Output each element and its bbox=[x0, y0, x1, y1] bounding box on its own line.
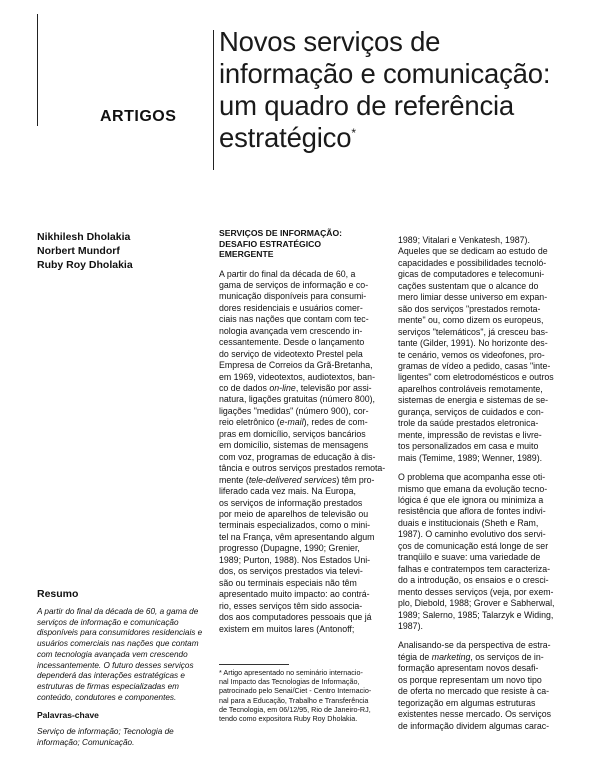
text-line: patrocinado pelo Senai/Ciet - Centro Internacio- bbox=[219, 686, 372, 696]
text-line: do serviço de videotexto Prestel pela bbox=[219, 348, 363, 359]
text-line: tel na França, vêm apresentando algum bbox=[219, 531, 375, 542]
footnote-rule bbox=[219, 664, 289, 665]
text-line: tante (Gilder, 1991). No horizonte des- bbox=[398, 338, 548, 349]
text-line: dos, os serviços prestados via televi- bbox=[219, 566, 363, 577]
text-line: ligações "medidas" (número 900), cor- bbox=[219, 405, 369, 416]
text-line: de informação dividem algumas carac- bbox=[398, 720, 550, 731]
title-line: informação e comunicação: bbox=[219, 58, 551, 89]
text-line: rio, esses serviços têm sido associa- bbox=[219, 600, 363, 611]
text-line: ligentes" com eletrodomésticos e outros bbox=[398, 372, 554, 383]
text-line: cações sustentam que o alcance do bbox=[398, 280, 539, 291]
text-line: trole da saúde prestados eletronica- bbox=[398, 418, 539, 429]
text-line: 1987). O caminho evolutivo dos servi- bbox=[398, 529, 546, 540]
body-paragraph bbox=[398, 235, 562, 464]
text-line: com voz, programas de educação à dis- bbox=[219, 451, 376, 462]
title-rule bbox=[213, 30, 214, 170]
text-line: existentes nesse mercado. Os serviços bbox=[398, 709, 552, 720]
text-line: mero limiar desse universo em expan- bbox=[398, 292, 548, 303]
text-line: A partir do final da década de 60, a gama de bbox=[37, 607, 199, 616]
text-line: serviços de informação e comunicação bbox=[37, 617, 179, 627]
text-line: gicas de computadores e telecomuni- bbox=[398, 269, 545, 280]
text-line: 1989; Vitalari e Venkatesh, 1987). bbox=[398, 235, 530, 245]
text-line: capacidades e possibilidades tecnoló- bbox=[398, 257, 547, 268]
text-line: formação apresentam novos desafi- bbox=[398, 663, 539, 674]
text-line: tégia de marketing, os serviços de in- bbox=[398, 651, 544, 662]
text-line: dores residenciais e usuários comer- bbox=[219, 302, 363, 313]
text-line: incessantemente. O futuro desses serviços bbox=[37, 660, 194, 670]
title-line: um quadro de referência bbox=[219, 90, 515, 121]
text-line: co de dados on-line, televisão por assi- bbox=[219, 383, 372, 394]
middle-column bbox=[219, 228, 386, 635]
text-line: Aqueles que se dedicam ao estudo de bbox=[398, 246, 548, 257]
keywords-heading: Palavras-chave bbox=[37, 710, 99, 721]
author-name: Norbert Mundorf bbox=[37, 245, 120, 257]
text-line: te cenário, vemos os videofones, pro- bbox=[398, 349, 545, 360]
text-line: gama de serviços de informação e co- bbox=[219, 279, 369, 290]
text-line: ciais nas nações que contam com tec- bbox=[219, 314, 369, 325]
text-line: municação disponíveis para consumi- bbox=[219, 291, 367, 302]
body-paragraph bbox=[219, 268, 386, 636]
text-line: 1989; Salerno, 1985; Talarzyk e Widing, bbox=[398, 609, 554, 620]
text-line: Serviço de informação; Tecnologia de bbox=[37, 727, 174, 737]
text-line: de Tecnologia, em 06/12/95, Rio de Janeiro-RJ, bbox=[219, 704, 371, 714]
abstract-heading: Resumo bbox=[37, 588, 79, 600]
text-line: Analisando-se da perspectiva de estra- bbox=[398, 640, 551, 651]
footnote bbox=[219, 668, 379, 723]
abstract-text bbox=[37, 607, 203, 703]
text-line: falhas e contratempos tem caracteriza- bbox=[398, 563, 551, 574]
text-line: por meio de aparelhos de televisão ou bbox=[219, 509, 369, 520]
text-line: O problema que acompanha esse oti- bbox=[398, 472, 546, 483]
text-line: gurança, serviços de cuidados e con- bbox=[398, 406, 544, 417]
article-title bbox=[219, 26, 589, 154]
text-line: são ou terminais especiais não têm bbox=[219, 577, 357, 588]
section-heading bbox=[219, 228, 376, 260]
text-line: são dos serviços "prestados remota- bbox=[398, 303, 541, 314]
right-column bbox=[398, 235, 562, 732]
text-line: os porque representam um novo tipo bbox=[398, 674, 542, 685]
text-line: nal para a Educação, Trabalho e Transferência bbox=[219, 695, 369, 705]
text-line: disponíveis para consumidores residenciais e bbox=[37, 628, 203, 638]
text-line: tranqüilo e suave: uma variedade de bbox=[398, 552, 541, 563]
text-line: dependerá das interações estratégicas e bbox=[37, 671, 185, 681]
text-line: conteúdo, condutores e componentes. bbox=[37, 692, 177, 702]
author-list bbox=[37, 230, 133, 272]
abstract bbox=[37, 588, 203, 749]
text-line: DESAFIO ESTRATÉGICO bbox=[219, 238, 322, 249]
text-line: EMERGENTE bbox=[219, 249, 274, 259]
text-line: gramas de vídeo a pedido, casas "inte- bbox=[398, 360, 551, 371]
text-line: aparelhos controláveis remotamente, bbox=[398, 383, 543, 394]
author-name: Ruby Roy Dholakia bbox=[37, 259, 133, 271]
text-line: SERVIÇOS DE INFORMAÇÃO: bbox=[219, 228, 343, 238]
text-line: nologia avançada vem crescendo in- bbox=[219, 325, 363, 336]
text-line: A partir do final da década de 60, a bbox=[219, 268, 356, 279]
text-line: reio eletrônico (e-mail), redes de com- bbox=[219, 417, 368, 428]
text-line: resistência que aflora de fontes indivi- bbox=[398, 506, 546, 517]
text-line: estruturas de firmas especializadas em bbox=[37, 681, 179, 691]
text-line: plo, Diebold, 1988; Grover e Sabherwal, bbox=[398, 598, 555, 609]
text-line: existem em muitos lares (Antonoff; bbox=[219, 623, 355, 634]
text-line: duais e institucionais (Sheth e Ram, bbox=[398, 517, 539, 528]
text-line: terminais especializados, como o mini- bbox=[219, 520, 371, 531]
text-line: nal Impacto das Tecnologias de Informação, bbox=[219, 677, 360, 687]
author-name: Nikhilesh Dholakia bbox=[37, 231, 131, 243]
text-line: tegorização em algumas estruturas bbox=[398, 697, 536, 708]
text-line: lógica é que ele ignora ou minimiza a bbox=[398, 494, 544, 505]
text-line: tendo como expositora Ruby Roy Dholakia. bbox=[219, 714, 358, 724]
text-line: ços de comunicação está longe de ser bbox=[398, 540, 549, 551]
keywords-text bbox=[37, 727, 197, 748]
text-line: dos aos computadores pessoais que já bbox=[219, 612, 372, 623]
text-line: com tecnologia avançada vem crescendo bbox=[37, 649, 188, 659]
text-line: do a introdução, os ensaios e o cresci- bbox=[398, 575, 549, 586]
text-line: mento desses serviços (veja, por exem- bbox=[398, 586, 554, 597]
text-line: Empresa de Correios da Grã-Bretanha, bbox=[219, 360, 373, 371]
text-line: em 1969, videotextos, audiotextos, ban- bbox=[219, 371, 375, 382]
text-line: serviços "telemáticos", já cresceu bas- bbox=[398, 326, 548, 337]
section-label: ARTIGOS bbox=[100, 108, 177, 125]
left-margin-rule bbox=[37, 14, 38, 126]
text-line: sistemas de energia e sistemas de se- bbox=[398, 395, 549, 406]
text-line: progresso (Dupagne, 1990; Grenier, bbox=[219, 543, 360, 554]
title-line-text: estratégico bbox=[219, 122, 352, 153]
body-paragraph bbox=[398, 472, 562, 632]
title-line bbox=[219, 122, 589, 154]
text-line: liferado cada vez mais. Na Europa, bbox=[219, 486, 356, 497]
text-line: tos personalizados em casa e muito bbox=[398, 441, 539, 452]
text-line: mente, impressão de revistas e livre- bbox=[398, 429, 542, 440]
text-line: mismo que emana da evolução tecno- bbox=[398, 483, 548, 494]
text-line: tância e outros serviços prestados remota- bbox=[219, 463, 386, 474]
text-line: usuários comerciais nas nações que contam bbox=[37, 639, 199, 649]
title-line: Novos serviços de bbox=[219, 26, 441, 57]
text-line: apresentado muito impacto: ao contrá- bbox=[219, 589, 370, 600]
text-line: mais (Temime, 1989; Wenner, 1989). bbox=[398, 452, 543, 463]
title-footnote-mark: * bbox=[351, 125, 356, 140]
text-line: * Artigo apresentado no seminário internacio- bbox=[219, 668, 363, 677]
text-line: pras em domicílio, serviços bancários bbox=[219, 428, 366, 439]
text-line: natura, ligações gratuitas (número 800), bbox=[219, 394, 375, 405]
text-line: 1989; Purton, 1988). Nos Estados Uni- bbox=[219, 554, 371, 565]
text-line: mente (tele-delivered services) têm pro- bbox=[219, 474, 375, 485]
text-line: informação; Comunicação. bbox=[37, 738, 135, 748]
text-line: em domicílio, sistemas de mensagens bbox=[219, 440, 369, 451]
text-line: mente" ou, como dizem os europeus, bbox=[398, 315, 544, 326]
text-line: 1987). bbox=[398, 620, 423, 631]
text-line: de oferta no mercado que resiste à ca- bbox=[398, 686, 550, 697]
text-line: cessantemente. Desde o lançamento bbox=[219, 337, 365, 348]
body-paragraph bbox=[398, 640, 562, 732]
text-line: os serviços de informação prestados bbox=[219, 497, 363, 508]
